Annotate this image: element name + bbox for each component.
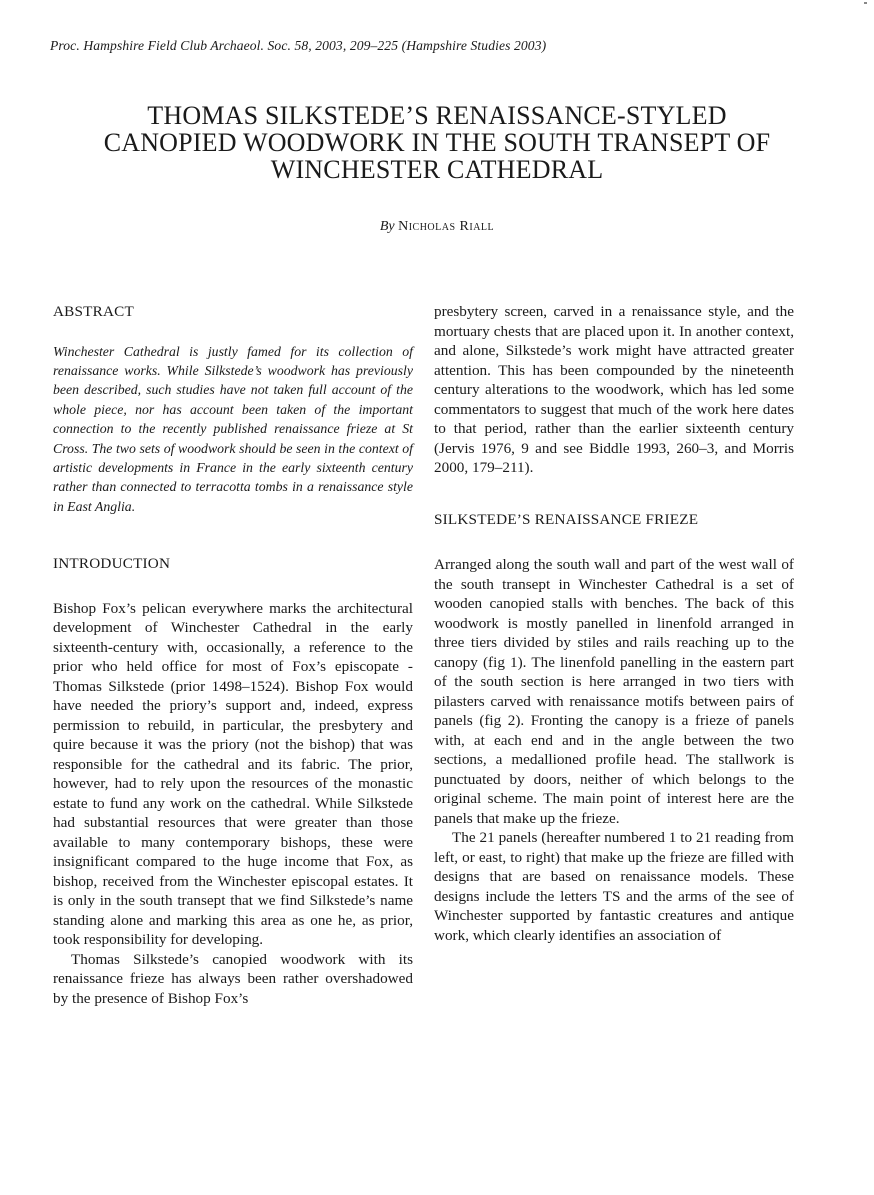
title-line-3: WINCHESTER CATHEDRAL	[270, 155, 604, 184]
article-title	[40, 102, 834, 183]
title-line-1: THOMAS SILKSTEDE’S RENAISSANCE-STYLED	[147, 101, 727, 130]
title-line-2: CANOPIED WOODWORK IN THE SOUTH TRANSEPT OF	[103, 128, 771, 157]
abstract-heading: ABSTRACT	[53, 303, 134, 320]
author-name: Nicholas Riall	[398, 219, 495, 234]
introduction-heading: INTRODUCTION	[53, 555, 171, 573]
left-column	[53, 302, 413, 1008]
right-column	[434, 302, 794, 945]
frieze-paragraph-1: Arranged along the south wall and part of the west wall of the south transept in Winchester Cathedral is a set of wooden canopied stalls with benches. The back of this woodwork is mostly panelled in linenfold arranged in three tiers divided by stiles and rails reaching up to the canopy (fig 1). The linenfold panelling in the eastern part of the south section is here arranged in two tiers with pilasters carved with renaissance motifs between pairs of panels (fig 2). Fronting the canopy is a frieze of panels with, at each end and in the angle between the two sections, a medallioned profile head. The stallwork is punctuated by doors, neither of which belongs to the original scheme. The main point of interest here are the panels that make up the frieze.	[434, 556, 794, 827]
frieze-paragraph-2: The 21 panels (hereafter numbered 1 to 21 reading from left, or east, to right) that make up the frieze are filled with designs that are based on renaissance models. These designs include the letters TS and the arms of the see of Winchester supported by fantastic creatures and antique work, which clearly identifies an association of	[434, 829, 794, 944]
byline	[240, 219, 634, 235]
intro-paragraph-2: Thomas Silkstede’s canopied woodwork with its renaissance frieze has always been rather overshadowed by the presence of Bishop Fox’s	[53, 950, 413, 1007]
frieze-heading: SILKSTEDE’S RENAISSANCE FRIEZE	[434, 510, 699, 528]
abstract-text: Winchester Cathedral is justly famed for its collection of renaissance works. While Silkstede’s woodwork has previously been described, such studies have not taken full account of the whole piece, nor has account been taken of the important connection to the recently published renaissance frieze at St Cross. The two sets of woodwork should be seen in the context of artistic developments in France in the early sixteenth century rather than connected to terracotta tombs in a renaissance style in East Anglia.	[53, 343, 413, 514]
intro-paragraph-1: Bishop Fox’s pelican everywhere marks the architectural development of Winchester Cathedral in the early sixteenth-century with, occasionally, a reference to the prior who held office for most of Fox’s episcopate - Thomas Silkstede (prior 1498–1524). Bishop Fox would have needed the priory’s support and, indeed, express permission to rebuild, in particular, the presbytery and quire because it was the priory (not the bishop) that was responsible for the cathedral and its fabric. The prior, however, had to rely upon the resources of the monastic estate to fund any work on the cathedral. While Silkstede had substantial resources that were greater than those available to many contemporary bishops, these were insignificant compared to the huge income that Fox, as bishop, received from the Winchester episcopal estates. It is only in the south transept that we find Silkstede’s name standing alone and marking this area as one he, as prior, took responsibility for developing.	[53, 599, 413, 949]
running-head: Proc. Hampshire Field Club Archaeol. Soc. 58, 2003, 209–225 (Hampshire Studies 2003)	[50, 38, 547, 53]
byline-by: By	[379, 219, 395, 234]
intro-paragraph-2-continued: presbytery screen, carved in a renaissance style, and the mortuary chests that are placed upon it. In another context, and alone, Silkstede’s work might have attracted greater attention. This has been compounded by the nineteenth century alterations to the woodwork, which has led some commentators to suggest that much of the work here dates to that period, rather than the earlier sixteenth century (Jervis 1976, 9 and see Biddle 1993, 260–3, and Morris 2000, 179–211).	[434, 303, 794, 476]
scan-mark	[864, 2, 867, 4]
